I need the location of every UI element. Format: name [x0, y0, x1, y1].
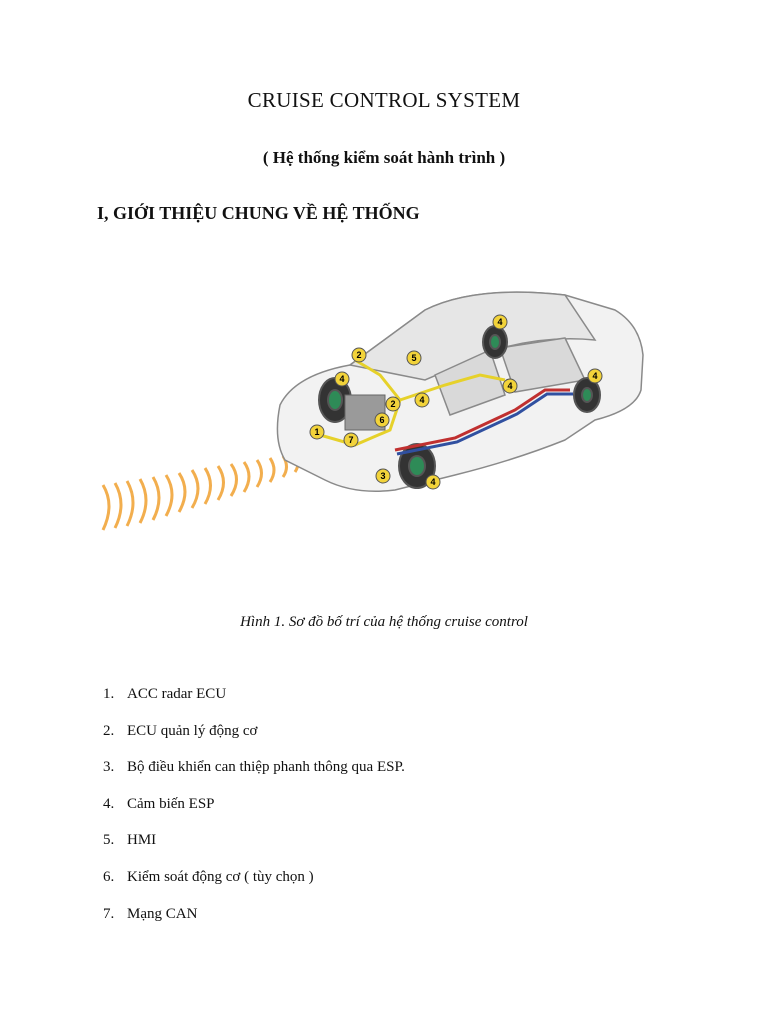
badge-4d-label: 4: [592, 371, 598, 381]
list-item-number: 5.: [103, 832, 115, 849]
radar-waves: [103, 454, 298, 530]
list-item: [103, 906, 405, 943]
list-item: [103, 686, 405, 723]
badge-4f-label: 4: [419, 395, 425, 405]
badge-2a-label: 2: [356, 350, 362, 360]
list-item-text: Cảm biến ESP: [127, 795, 215, 812]
figure-caption: Hình 1. Sơ đồ bố trí của hệ thống cruise control: [240, 614, 528, 630]
badge-4b-label: 4: [497, 317, 503, 327]
list-item-number: 2.: [103, 722, 115, 739]
list-item-number: 1.: [103, 686, 115, 702]
list-item-text: ECU quản lý động cơ: [127, 722, 258, 739]
document-subtitle: ( Hệ thống kiểm soát hành trình ): [262, 148, 506, 167]
list-item: [103, 759, 405, 796]
list-item-number: 7.: [103, 905, 115, 922]
list-item-text: Bộ điều khiển can thiệp phanh thông qua ESP.: [127, 759, 405, 776]
badge-7-label: 7: [348, 435, 354, 445]
list-item: [103, 796, 405, 833]
list-item-text: Kiểm soát động cơ ( tùy chọn ): [127, 868, 314, 885]
badge-6-label: 6: [379, 415, 385, 425]
list-item-number: 4.: [103, 795, 115, 812]
list-item-number: 3.: [103, 759, 115, 776]
list-item: [103, 723, 405, 760]
list-item-text: Mạng CAN: [127, 905, 198, 922]
list-item-number: 6.: [103, 868, 115, 885]
list-item: [103, 832, 405, 869]
list-item-text: ACC radar ECU: [127, 686, 227, 702]
car-diagram-svg: [95, 280, 655, 540]
document-title: CRUISE CONTROL SYSTEM: [247, 88, 521, 112]
car-cruise-control-diagram: [95, 280, 655, 540]
badge-1-label: 1: [314, 427, 320, 437]
badge-4a-label: 4: [339, 374, 345, 384]
badge-5-label: 5: [411, 353, 417, 363]
badge-3-label: 3: [380, 471, 386, 481]
badge-4c-label: 4: [507, 381, 513, 391]
list-item: [103, 869, 405, 906]
list-item-text: HMI: [127, 832, 157, 849]
badge-2b-label: 2: [390, 399, 396, 409]
badge-4e-label: 4: [430, 477, 436, 487]
section-heading: I, GIỚI THIỆU CHUNG VỀ HỆ THỐNG: [97, 203, 420, 223]
component-list: [103, 686, 405, 942]
